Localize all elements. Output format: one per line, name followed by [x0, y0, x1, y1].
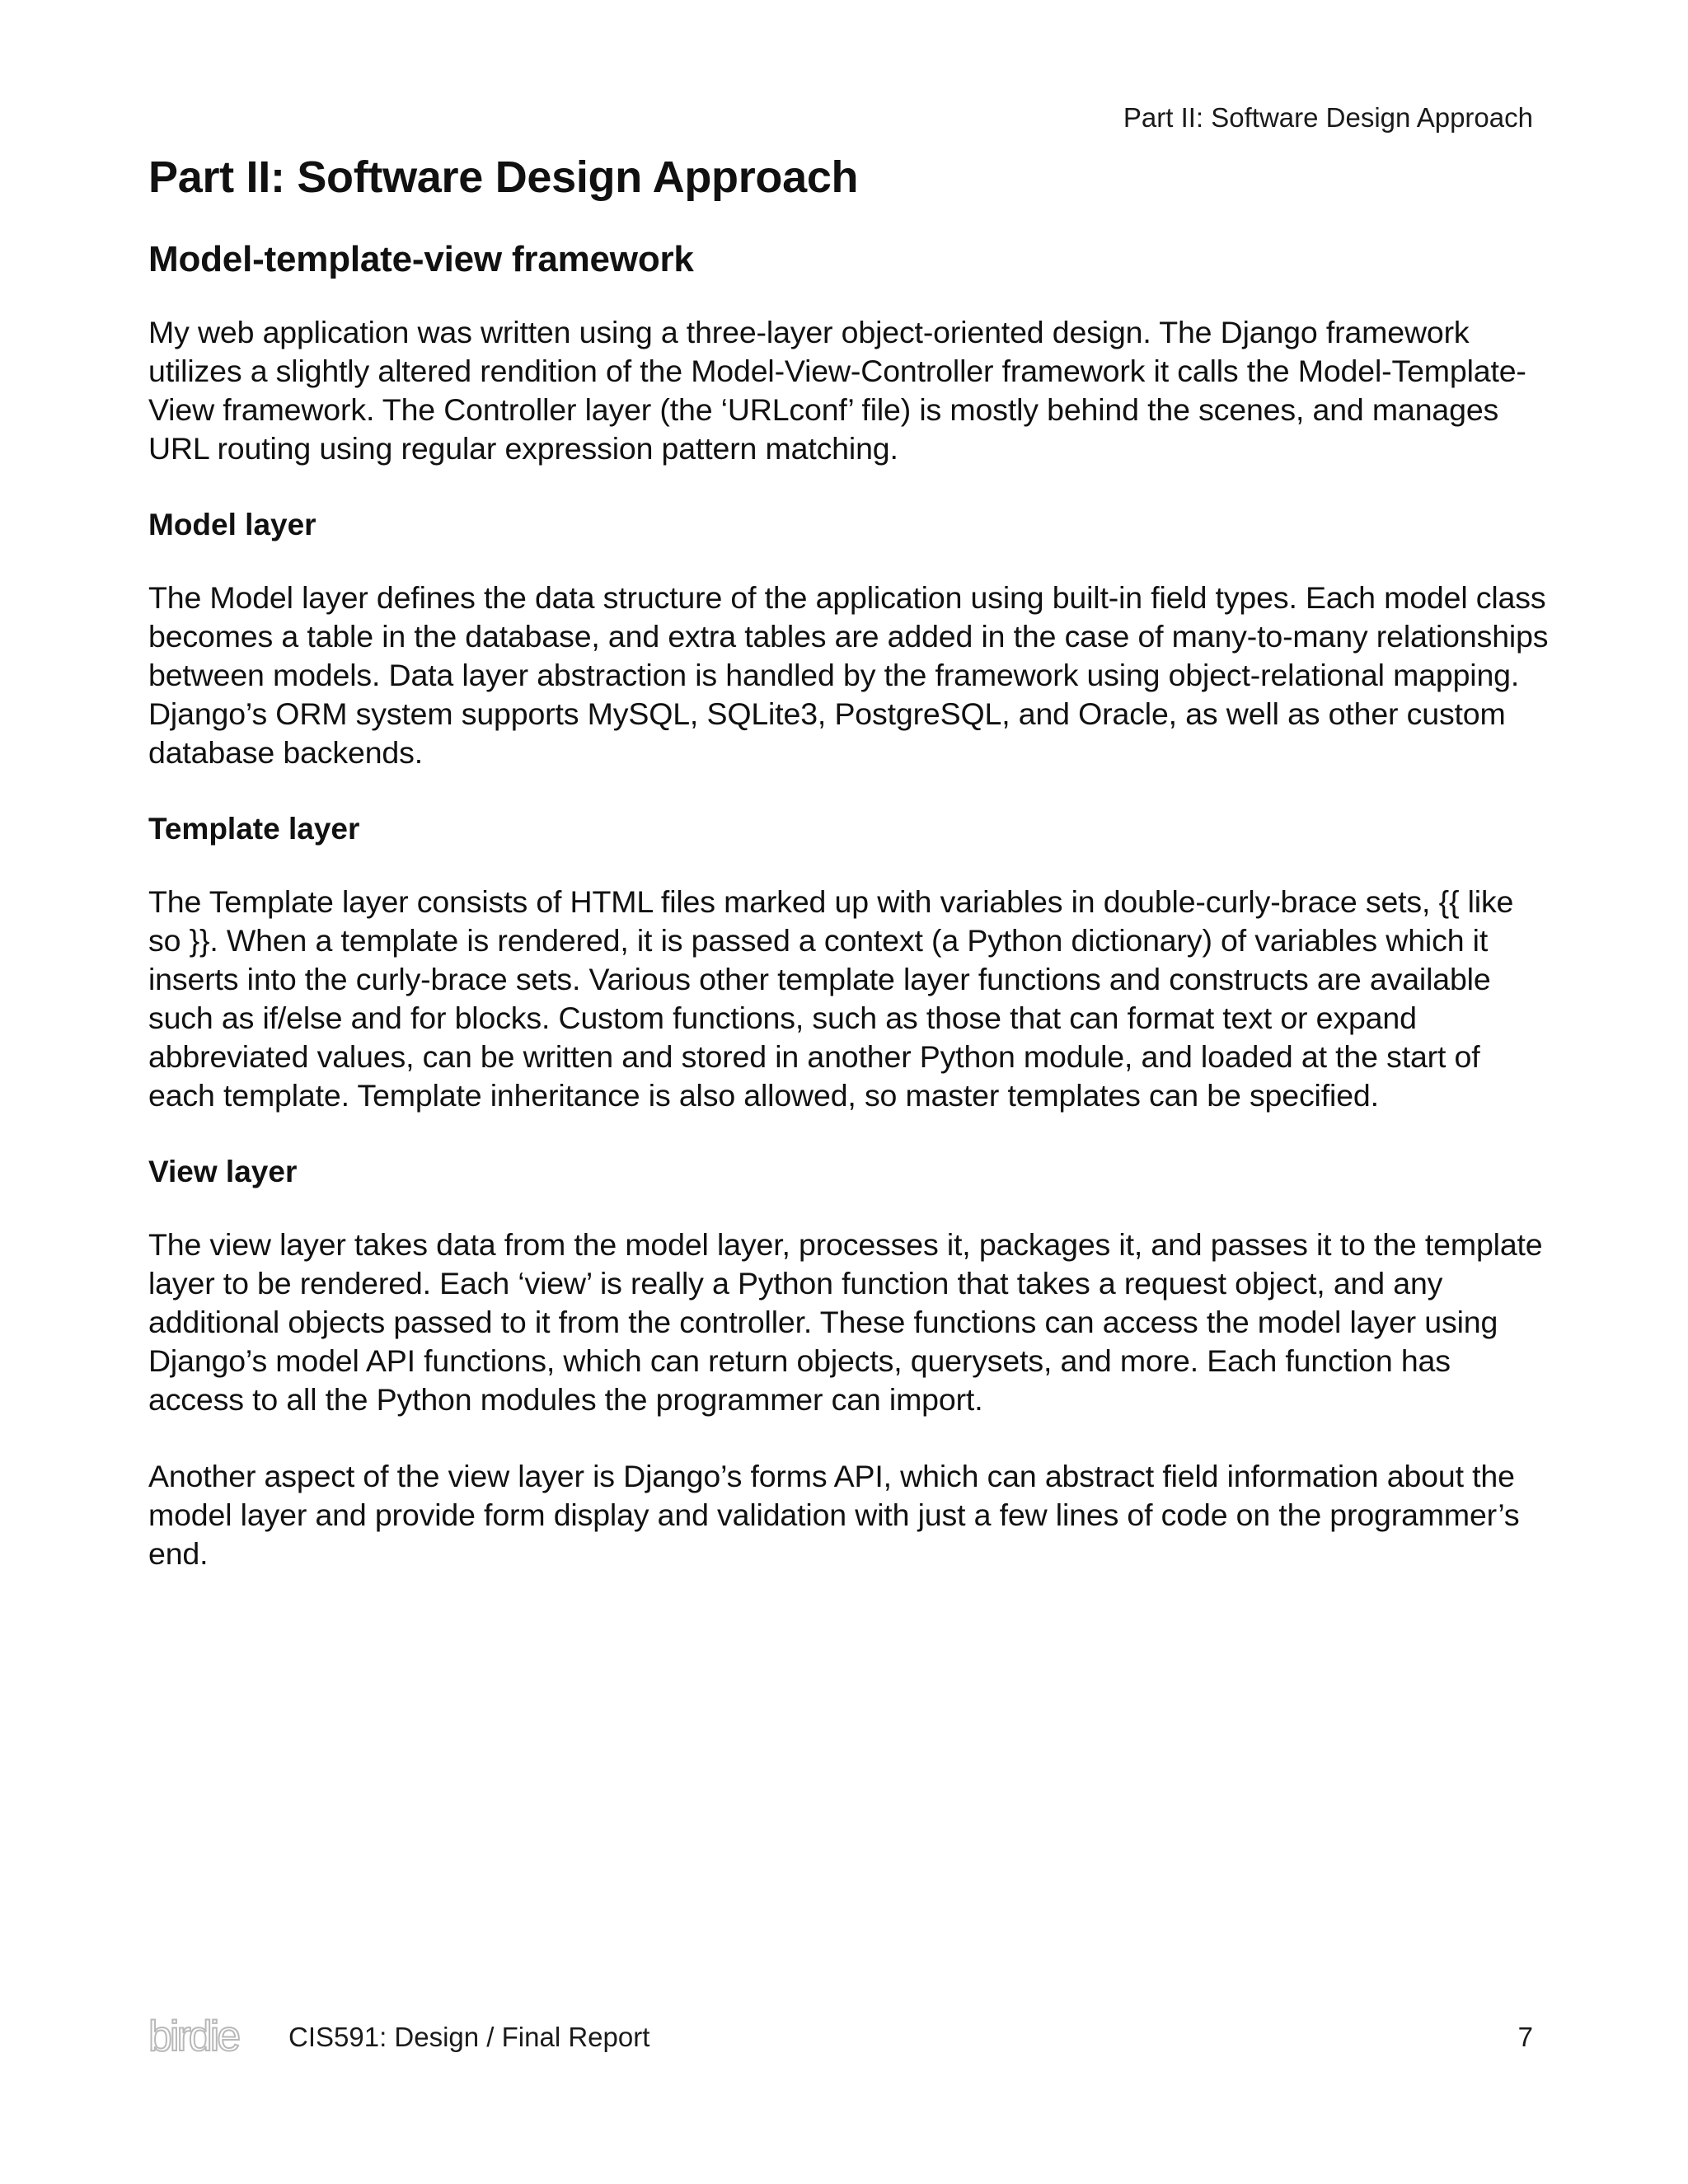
report-title: CIS591: Design / Final Report	[288, 2022, 650, 2052]
model-layer-heading: Model layer	[148, 508, 316, 541]
view-layer-paragraph: The view layer takes data from the model layer, processes it, packages it, and passes it to the template layer to be rendered. Each ‘view’ is really a Python function that takes a request object, and any additional objects passed to it from the controller. These functions can access the model layer using Django’s model API functions, which can return objects, querysets, and more. Each function has access to all the Python modules the programmer can import.	[148, 1227, 1543, 1417]
model-layer-paragraph: The Model layer defines the data structure of the application using built-in field types. Each model class becomes a table in the database, and extra tables are added in the case of many-to-many relationships between models. Data layer abstraction is handled by the framework using object-relational mapping. Django’s ORM system supports MySQL, SQLite3, PostgreSQL, and Oracle, as well as other custom database backends.	[148, 580, 1549, 770]
template-layer-heading: Template layer	[148, 812, 360, 846]
birdie-logo-icon	[148, 2011, 264, 2060]
document-body	[148, 150, 1550, 1573]
running-header: Part II: Software Design Approach	[1123, 102, 1533, 133]
page-title: Part II: Software Design Approach	[148, 152, 859, 202]
template-layer-paragraph: The Template layer consists of HTML files marked up with variables in double-curly-brace sets, {{ like so }}. When a template is rendered, it is passed a context (a Python dictionary) of variables which it inserts into the curly-brace sets. Various other template layer functions and constructs are available such as if/else and for blocks. Custom functions, such as those that can format text or expand abbreviated values, can be written and stored in another Python module, and loaded at the start of each template. Template inheritance is also allowed, so master templates can be specified.	[148, 884, 1514, 1113]
page-footer	[148, 2011, 1533, 2060]
birdie-logo-text: birdie	[148, 2013, 239, 2060]
intro-paragraph: My web application was written using a three-layer object-oriented design. The Django framework utilizes a slightly altered rendition of the Model-View-Controller framework it calls the Model-Template-View framework. The Controller layer (the ‘URLconf’ file) is mostly behind the scenes, and manages URL routing using regular expression pattern matching.	[148, 315, 1526, 466]
view-layer-heading: View layer	[148, 1155, 298, 1188]
page-number: 7	[1517, 2022, 1533, 2052]
section-title: Model-template-view framework	[148, 239, 694, 279]
view-layer-paragraph-2: Another aspect of the view layer is Django’s forms API, which can abstract field information about the model layer and provide form display and validation with just a few lines of code on the programmer’s end.	[148, 1459, 1520, 1571]
